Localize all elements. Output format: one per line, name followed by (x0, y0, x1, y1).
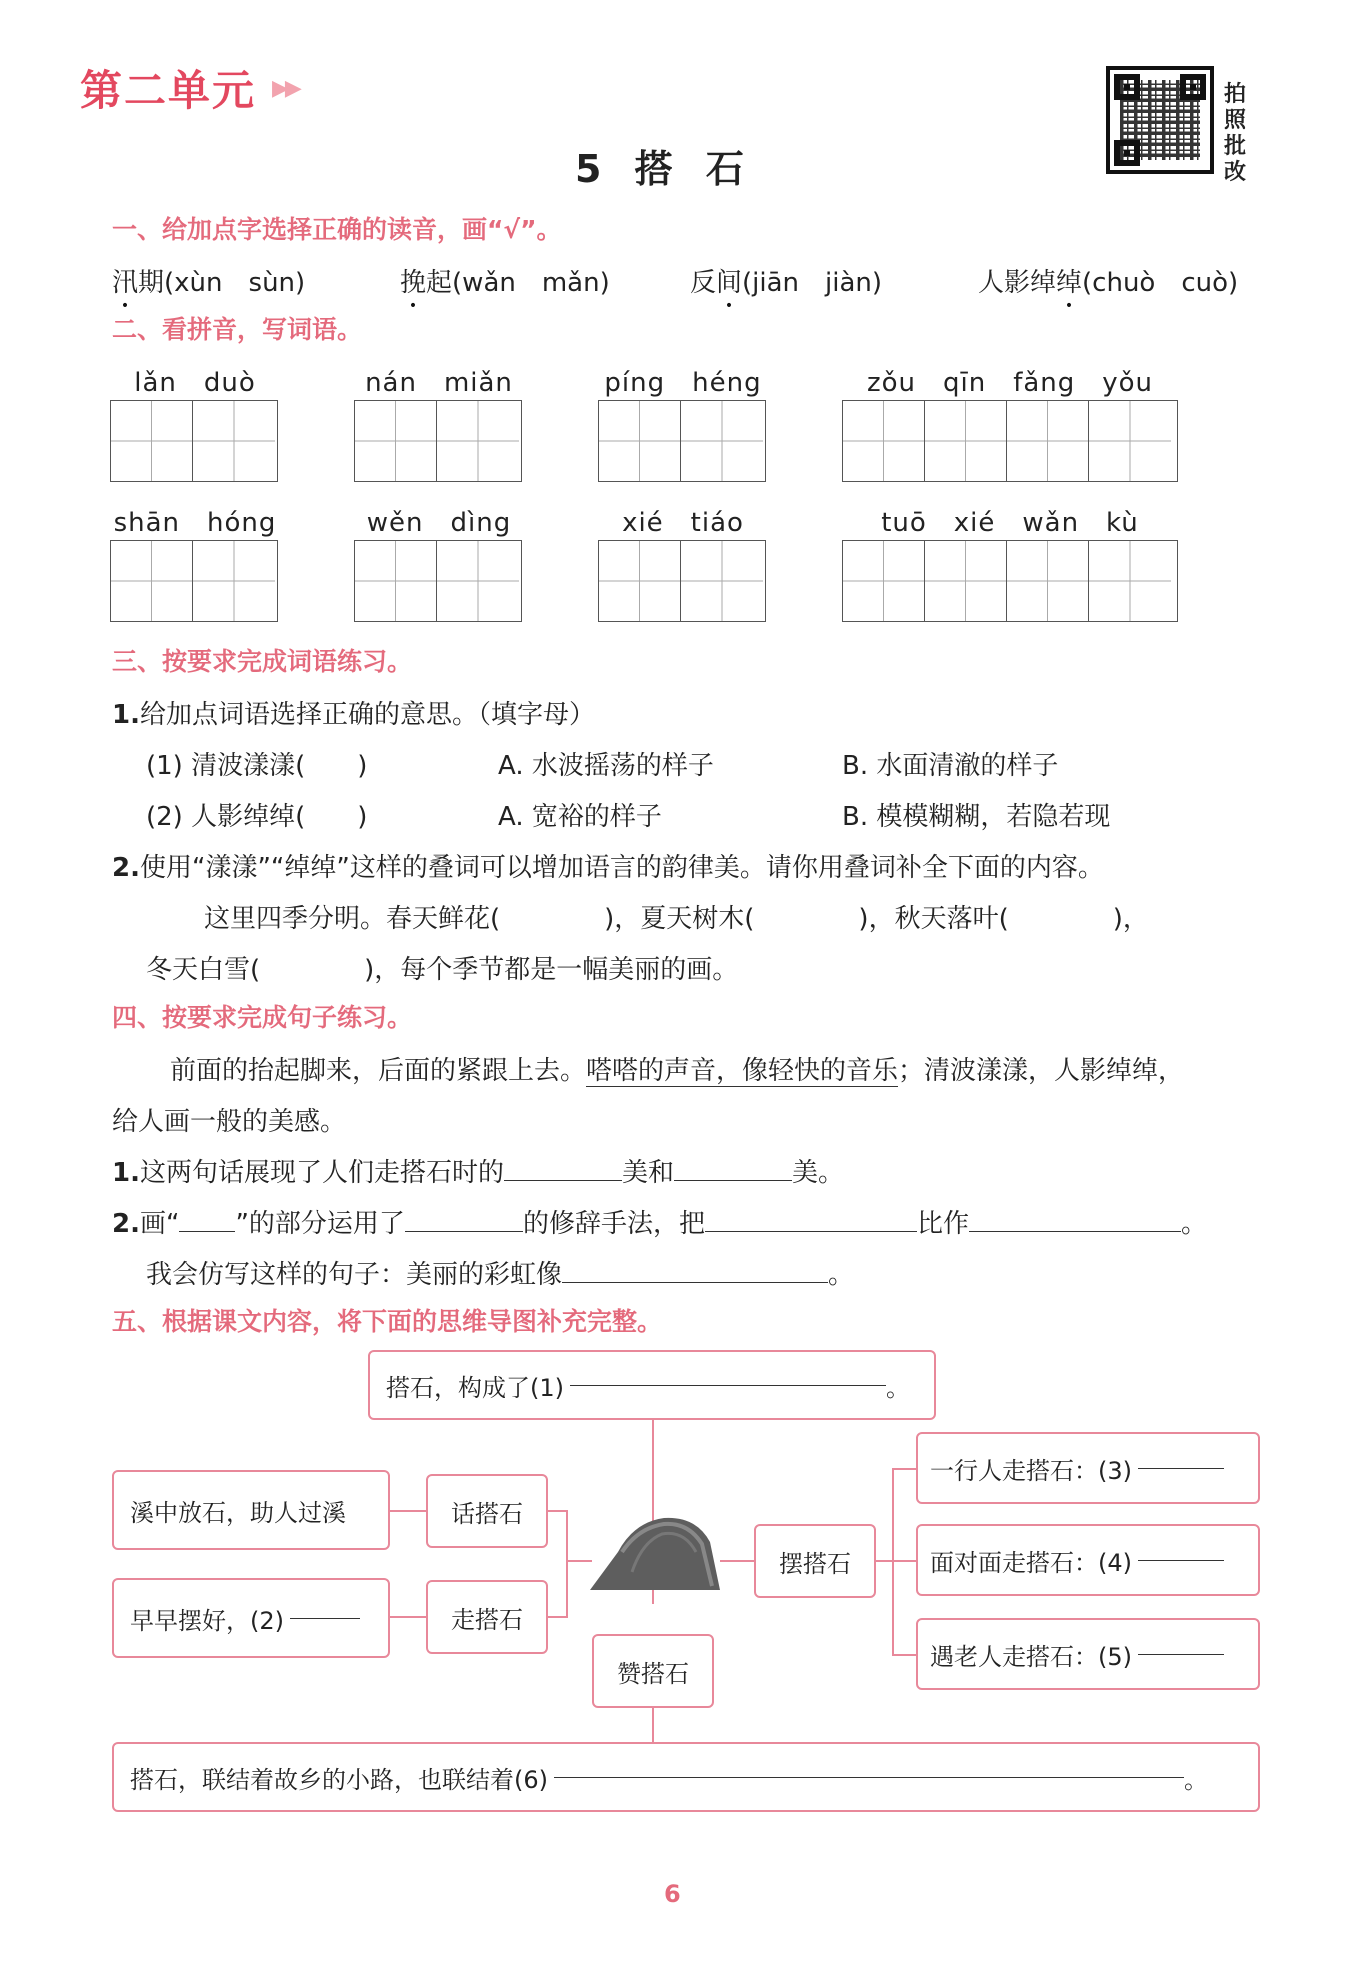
lesson-title: 5 搭 石 (575, 147, 754, 191)
mindmap-right-c[interactable]: 遇老人走搭石：(5) (916, 1618, 1260, 1690)
connector-line (546, 1510, 568, 1512)
pinyin-label: tuō xié wǎn kù (881, 508, 1139, 538)
writing-grid[interactable] (110, 540, 278, 622)
writing-grid[interactable] (354, 400, 522, 482)
pinyin-label: píng héng (604, 368, 762, 398)
section4-title: 四、按要求完成句子练习。 (112, 1003, 413, 1032)
mindmap-mid-d: 摆搭石 (754, 1524, 876, 1598)
s4-passage-line2: 给人画一般的美感。 (112, 1107, 347, 1137)
s3-q1-item1-label[interactable]: (1) 清波漾漾( ) (146, 751, 368, 781)
mindmap-top-box[interactable]: 搭石，构成了(1) 。 (368, 1350, 936, 1420)
s3-q2-line2[interactable]: 冬天白雪( )，每个季节都是一幅美丽的画。 (146, 955, 739, 985)
section2-title: 二、看拼音，写词语。 (112, 315, 363, 344)
qr-code-icon[interactable] (1106, 66, 1214, 174)
mindmap-bottom-box[interactable]: 搭石，联结着故乡的小路，也联结着(6) 。 (112, 1742, 1260, 1812)
pron-item-2[interactable]: 挽起(wǎn mǎn) (400, 268, 610, 298)
mindmap-right-b[interactable]: 面对面走搭石：(4) (916, 1524, 1260, 1596)
page-number: 6 (664, 1880, 681, 1908)
mindmap-right-a[interactable]: 一行人走搭石：(3) (916, 1432, 1260, 1504)
mindmap-left-a: 溪中放石，助人过溪 (112, 1470, 390, 1550)
writing-grid[interactable] (598, 400, 766, 482)
section3-title: 三、按要求完成词语练习。 (112, 647, 413, 676)
connector-line (874, 1560, 894, 1562)
writing-grid[interactable] (354, 540, 522, 622)
pinyin-label: shān hóng (113, 508, 277, 538)
connector-line (892, 1468, 918, 1470)
unit-arrows-icon: ▶▶ (272, 76, 298, 101)
mindmap-mid-a: 话搭石 (426, 1474, 548, 1548)
s3-q2-line1[interactable]: 这里四季分明。春天鲜花( )，夏天树木( )，秋天落叶( )， (204, 904, 1149, 934)
s4-passage-line1: 前面的抬起脚来，后面的紧跟上去。嗒嗒的声音，像轻快的音乐；清波漾漾，人影绰绰， (170, 1056, 1185, 1086)
pinyin-label: xié tiáo (622, 508, 744, 538)
connector-line (388, 1616, 428, 1618)
pron-item-3[interactable]: 反间(jiān jiàn) (690, 268, 883, 298)
s3-q1-item1-b: B. 水面清澈的样子 (842, 751, 1059, 781)
pinyin-label: nán miǎn (365, 368, 513, 398)
stone-icon (588, 1512, 722, 1592)
pinyin-label: lǎn duò (134, 368, 256, 398)
s3-q1-item2-a: A. 宽裕的样子 (498, 802, 662, 832)
s4-underlined-phrase: 嗒嗒的声音，像轻快的音乐 (586, 1056, 899, 1086)
s3-q1-item1-a: A. 水波摇荡的样子 (498, 751, 714, 781)
s4-q2[interactable]: 2.画“ ”的部分运用了 的修辞手法，把 比作 。 (112, 1209, 1207, 1239)
connector-line (566, 1512, 568, 1616)
connector-line (892, 1654, 918, 1656)
s3-q1-prompt: 1.给加点词语选择正确的意思。（填字母） (112, 700, 595, 730)
writing-grid[interactable] (110, 400, 278, 482)
pron-item-1[interactable]: 汛期(xùn sùn) (112, 268, 306, 298)
mindmap-left-b[interactable]: 早早摆好，(2) (112, 1578, 390, 1658)
connector-line (892, 1560, 918, 1562)
writing-grid[interactable] (598, 540, 766, 622)
writing-grid[interactable] (842, 400, 1178, 482)
connector-line (720, 1560, 754, 1562)
section1-title: 一、给加点字选择正确的读音，画“√”。 (112, 215, 562, 244)
writing-grid[interactable] (842, 540, 1178, 622)
section5-title: 五、根据课文内容，将下面的思维导图补充完整。 (112, 1307, 663, 1336)
mindmap-mid-b: 走搭石 (426, 1580, 548, 1654)
pron-item-4[interactable]: 人影绰绰(chuò cuò) (978, 268, 1239, 298)
pinyin-label: zǒu qīn fǎng yǒu (866, 368, 1154, 398)
mindmap-mid-c: 赞搭石 (592, 1634, 714, 1708)
s3-q1-item2-b: B. 模模糊糊，若隐若现 (842, 802, 1111, 832)
qr-label: 拍照批改 (1224, 82, 1247, 185)
connector-line (546, 1616, 568, 1618)
s3-q2-prompt: 2.使用“漾漾”“绰绰”这样的叠词可以增加语言的韵律美。请你用叠词补全下面的内容。 (112, 853, 1104, 883)
connector-line (388, 1510, 428, 1512)
s4-q1[interactable]: 1.这两句话展现了人们走搭石时的 美和 美。 (112, 1158, 845, 1188)
s4-q3[interactable]: 我会仿写这样的句子：美丽的彩虹像 。 (146, 1260, 855, 1290)
pinyin-label: wěn dìng (366, 508, 512, 538)
unit-title: 第二单元 (80, 66, 257, 115)
s3-q1-item2-label[interactable]: (2) 人影绰绰( ) (146, 802, 368, 832)
